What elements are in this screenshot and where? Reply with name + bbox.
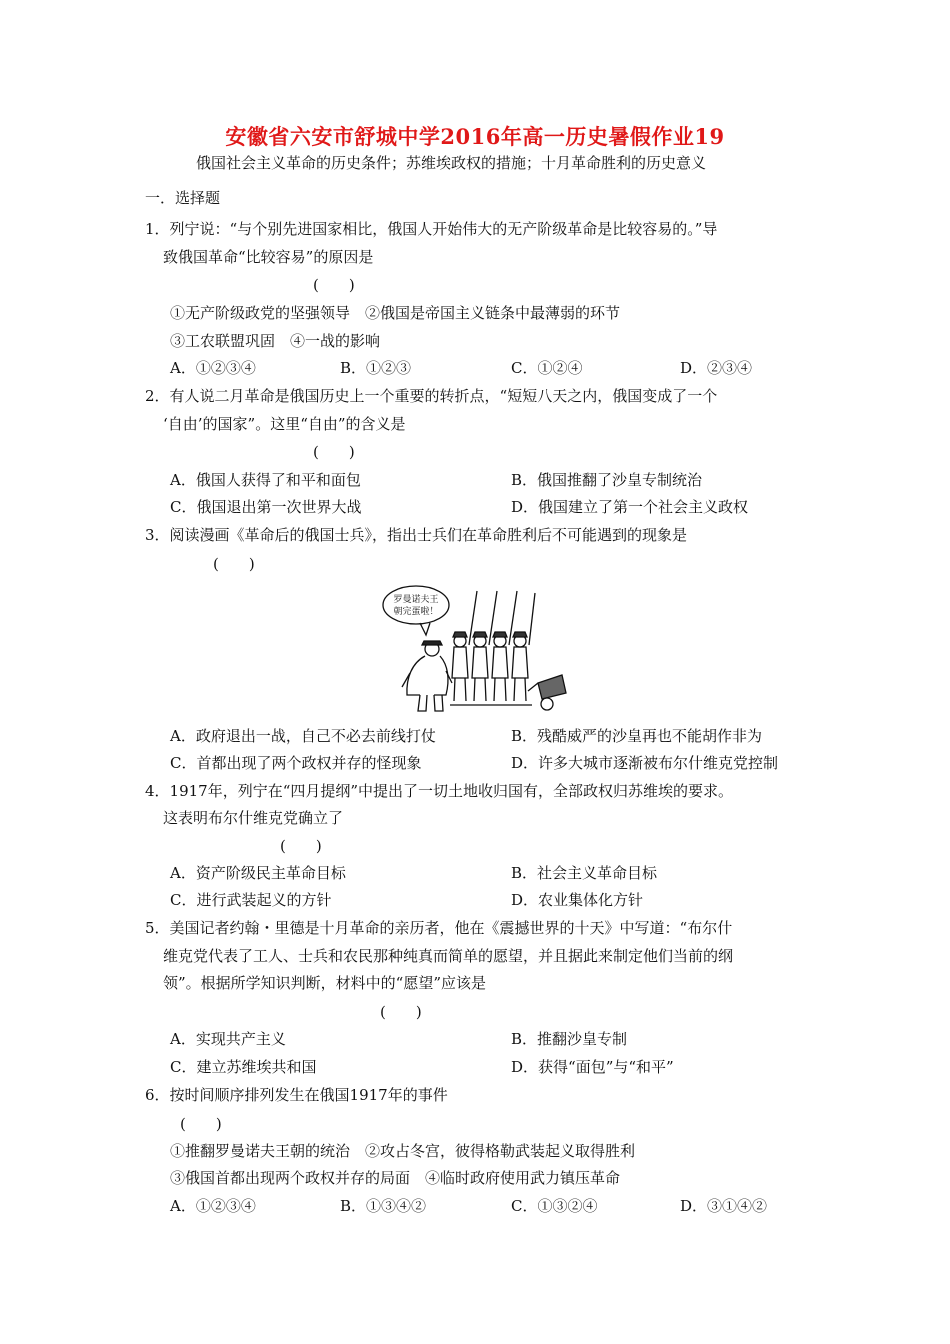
q5-stem-line3: 领”。根据所学知识判断，材料中的“愿望”应该是 [163, 974, 487, 992]
q4-stem-line2: 这表明布尔什维克党确立了 [163, 809, 344, 827]
q5-option-b: B．推翻沙皇专制 [511, 1030, 628, 1048]
q4-stem-line1: 4．1917年，列宁在“四月提纲”中提出了一切土地收归国有，全部政权归苏维埃的要求。 [145, 782, 734, 800]
q1-option-b: B．①②③ [340, 359, 412, 377]
q4-option-b: B．社会主义革命目标 [511, 864, 658, 882]
q2-option-d: D．俄国建立了第一个社会主义政权 [511, 498, 749, 516]
q1-item-line1: ①无产阶级政党的坚强领导 ②俄国是帝国主义链条中最薄弱的环节 [170, 304, 621, 322]
document-title: 安徽省六安市舒城中学2016年高一历史暑假作业19 [225, 124, 725, 149]
section-heading: 一．选择题 [145, 189, 221, 207]
q1-option-d: D．②③④ [680, 359, 753, 377]
q2-option-b: B．俄国推翻了沙皇专制统治 [511, 471, 703, 489]
q5-option-d: D．获得“面包”与“和平” [511, 1058, 674, 1076]
q1-option-c: C．①②④ [511, 359, 583, 377]
q1-item-line2: ③工农联盟巩固 ④一战的影响 [170, 332, 381, 350]
q6-option-b: B．①③④② [340, 1197, 427, 1215]
q4-answer-blank: ( ) [280, 837, 322, 855]
q3-option-d: D．许多大城市逐渐被布尔什维克党控制 [511, 754, 779, 772]
q5-option-a: A．实现共产主义 [170, 1030, 286, 1048]
q3-answer-blank: ( ) [213, 555, 255, 573]
q1-stem-line2: 致俄国革命“比较容易”的原因是 [163, 248, 374, 266]
q4-option-c: C．进行武装起义的方针 [170, 891, 332, 909]
q6-option-c: C．①③②④ [511, 1197, 598, 1215]
q3-stem-line1: 3．阅读漫画《革命后的俄国士兵》，指出士兵们在革命胜利后不可能遇到的现象是 [145, 526, 688, 544]
q5-answer-blank: ( ) [380, 1003, 422, 1021]
q2-option-c: C．俄国退出第一次世界大战 [170, 498, 362, 516]
q5-stem-line1: 5．美国记者约翰・里德是十月革命的亲历者，他在《震撼世界的十天》中写道：“布尔什 [145, 919, 733, 937]
q1-answer-blank: ( ) [313, 276, 355, 294]
q6-option-a: A．①②③④ [170, 1197, 256, 1215]
q3-option-c: C．首都出现了两个政权并存的怪现象 [170, 754, 422, 772]
bubble-text-line1: 罗曼诺夫王 [393, 595, 439, 605]
q1-option-a: A．①②③④ [170, 359, 256, 377]
q6-stem-line1: 6．按时间顺序排列发生在俄国1917年的事件 [145, 1086, 448, 1104]
q4-option-a: A．资产阶级民主革命目标 [170, 864, 346, 882]
q2-answer-blank: ( ) [313, 443, 355, 461]
q6-answer-blank: ( ) [180, 1115, 222, 1133]
q5-option-c: C．建立苏维埃共和国 [170, 1058, 317, 1076]
q6-item-line2: ③俄国首都出现两个政权并存的局面 ④临时政府使用武力镇压革命 [170, 1169, 621, 1187]
q2-stem-line2: ‘自由’的国家”。这里“自由”的含义是 [163, 415, 406, 433]
q2-stem-line1: 2．有人说二月革命是俄国历史上一个重要的转折点，“短短八天之内，俄国变成了一个 [145, 387, 718, 405]
bubble-text-line2: 朝完蛋啦！ [393, 607, 439, 617]
q2-option-a: A．俄国人获得了和平和面包 [170, 471, 361, 489]
q6-option-d: D．③①④② [680, 1197, 768, 1215]
q3-option-b: B．残酷威严的沙皇再也不能胡作非为 [511, 727, 763, 745]
soldiers-cartoon [380, 583, 570, 718]
q5-stem-line2: 维克党代表了工人、士兵和农民那种纯真而简单的愿望，并且据此来制定他们当前的纲 [163, 947, 734, 965]
q3-option-a: A．政府退出一战，自己不必去前线打仗 [170, 727, 436, 745]
q1-stem-line1: 1．列宁说：“与个别先进国家相比，俄国人开始伟大的无产阶级革命是比较容易的。”导 [145, 220, 718, 238]
q4-option-d: D．农业集体化方针 [511, 891, 644, 909]
document-subtitle: 俄国社会主义革命的历史条件；苏维埃政权的措施；十月革命胜利的历史意义 [196, 154, 707, 172]
q6-item-line1: ①推翻罗曼诺夫王朝的统治 ②攻占冬宫，彼得格勒武装起义取得胜利 [170, 1142, 636, 1160]
